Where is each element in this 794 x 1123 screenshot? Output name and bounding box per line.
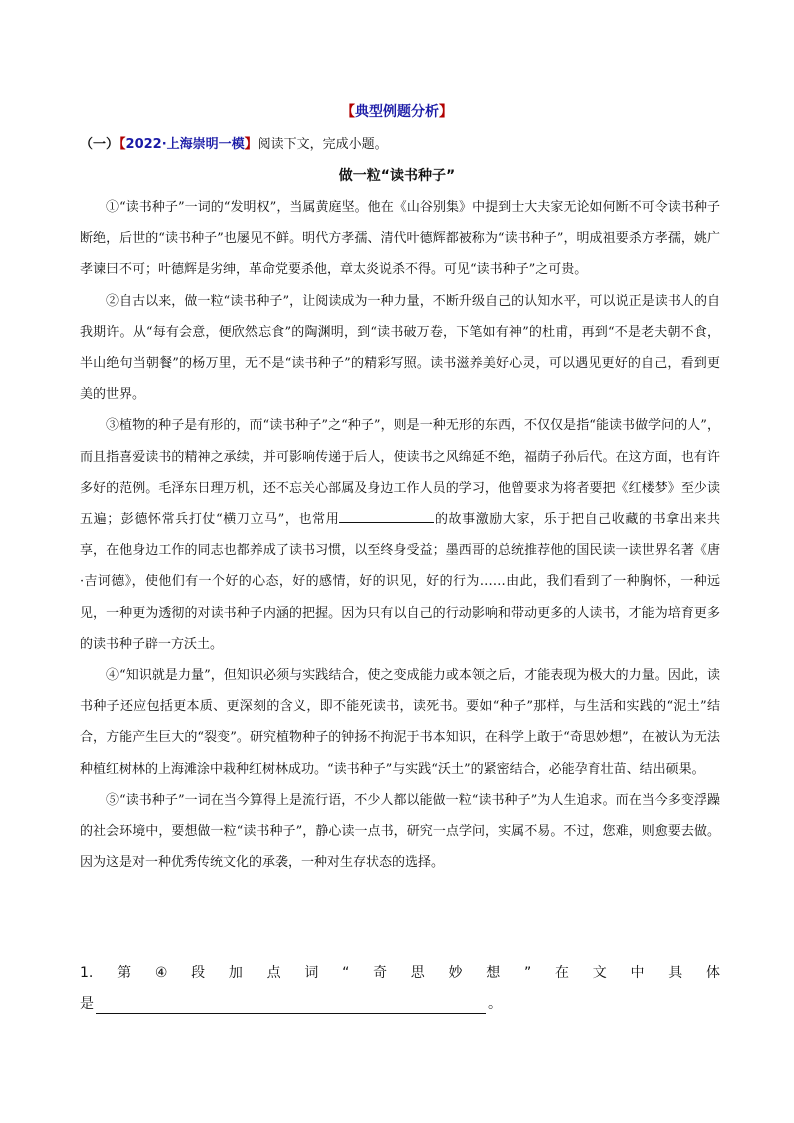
q1-char: 1.: [80, 965, 94, 981]
answer-blank[interactable]: [96, 995, 486, 1014]
q1-char: 具: [668, 965, 683, 981]
article-title: 做一粒“读书种子”: [338, 168, 456, 184]
q1-char: 加: [228, 965, 243, 981]
paragraph-3-before-blank: ③植物的种子是有形的，而“读书种子”之“种子”，则是一种无形的东西，不仅仅是指“能读书做学问的人”，而且指喜爱读书的精神之承续，并可影响传递于后人，使读书之风绵延不绝，福荫子孙后代。在这方面，也有许多好的范例。毛泽东日理万机，还不忘关心部属及身边工作人员的学习，他曾要求为将者要把《红楼梦》至少读五遍；彭德怀常兵打仗“横刀立马”，也常用: [80, 418, 720, 528]
exam-source: [119, 137, 258, 152]
q1-char: 想: [486, 965, 501, 981]
exam-source-open: 【: [119, 137, 126, 152]
question-1-line-1: [80, 958, 720, 989]
question-source: [80, 133, 388, 152]
paragraph-1: ①“读书种子”一词的“发明权”，当属黄庭坚。他在《山谷别集》中提到士大夫家无论如何断不可令读书种子断绝，后世的“读书种子”也屡见不鲜。明代方孝孺、清代叶德辉都被称为“读书种子”，明成祖要杀方孝孺，姚广孝谏曰不可；叶德辉是劣绅，革命党要杀他，章太炎说杀不得。可见“读书种子”之可贵。: [80, 200, 720, 278]
section-header: [0, 101, 794, 121]
section-header-text: 典型例题分析: [355, 104, 439, 120]
q1-char: 思: [410, 965, 425, 981]
q1-char: 第: [117, 965, 132, 981]
q1-char: 中: [630, 965, 645, 981]
paragraph-2: ②自古以来，做一粒“读书种子”，让阅读成为一种力量，不断升级自己的认知水平，可以说正是读书人的自我期许。从“每有会意，便欣然忘食”的陶渊明，到“读书破万卷，下笔如有神”的杜甫，再到“不是老夫朝不食，半山绝句当朝餐”的杨万里，无不是“读书种子”的精彩写照。读书滋养美好心灵，可以遇见更好的自己，看到更美的世界。: [80, 293, 720, 403]
question-number: （一）: [80, 137, 120, 152]
q1-char: 段: [191, 965, 206, 981]
paragraph-4: ④“知识就是力量”，但知识必须与实践结合，使之变成能力或本领之后，才能表现为极大的力量。因此，读书种子还应包括更本质、更深刻的含义，即不能死读书，读死书。要如“种子”那样，与生活和实践的“泥土”结合，方能产生巨大的“裂变”。研究植物种子的钟扬不拘泥于书本知识，在科学上敢于“奇思妙想”，在被认为无法种植红树林的上海滩涂中栽种红树林成功。“读书种子”与实践“沃土”的紧密结合，必能孕育壮苗、结出硕果。: [80, 668, 720, 777]
q1-line2-start: 是: [80, 996, 94, 1012]
q1-char: 点: [266, 965, 281, 981]
q1-char: 文: [592, 965, 607, 981]
q1-char: “: [342, 965, 350, 981]
q1-char: ”: [524, 965, 532, 981]
exam-source-close: 】: [244, 137, 258, 152]
exam-source-text: 2022·上海崇明一模: [125, 137, 245, 152]
q1-char: 体: [705, 965, 720, 981]
question-instruction: 阅读下文，完成小题。: [257, 137, 388, 152]
paragraph-3: [80, 410, 720, 660]
question-1-line-2: [80, 989, 720, 1020]
q1-char: ④: [154, 965, 168, 981]
question-1: [80, 958, 720, 1020]
section-header-close: 】: [439, 104, 453, 120]
article-body: [80, 192, 720, 878]
section-header-open: 【: [341, 104, 355, 120]
paragraph-5: ⑤“读书种子”一词在当今算得上是流行语，不少人都以能做一粒“读书种子”为人生追求。而在当今多变浮躁的社会环境中，要想做一粒“读书种子”，静心读一点书，研究一点学问，实属不易。不过，您难，则愈要去做。因为这是对一种优秀传统文化的承袭，一种对生存状态的选择。: [80, 792, 720, 871]
q1-char: 词: [304, 965, 319, 981]
paragraph-3-after-blank: 的故事激励大家，乐于把自己收藏的书拿出来共享，在他身边工作的同志也都养成了读书习惯，以至终身受益；墨西哥的总统推荐他的国民读一读世界名著《唐·吉诃德》，使他们有一个好的心态，好的感情，好的识见，好的行为……由此，我们看到了一种胸怀，一种远见，一种更为透彻的对读书种子内涵的把握。因为只有以自己的行动影响和带动更多的人读书，才能为培育更多的读书种子辟一方沃土。: [80, 512, 720, 652]
q1-char: 妙: [448, 965, 463, 981]
q1-line2-end: 。: [488, 996, 502, 1012]
fill-in-blank[interactable]: [339, 509, 434, 523]
q1-char: 奇: [373, 965, 388, 981]
q1-char: 在: [555, 965, 569, 981]
